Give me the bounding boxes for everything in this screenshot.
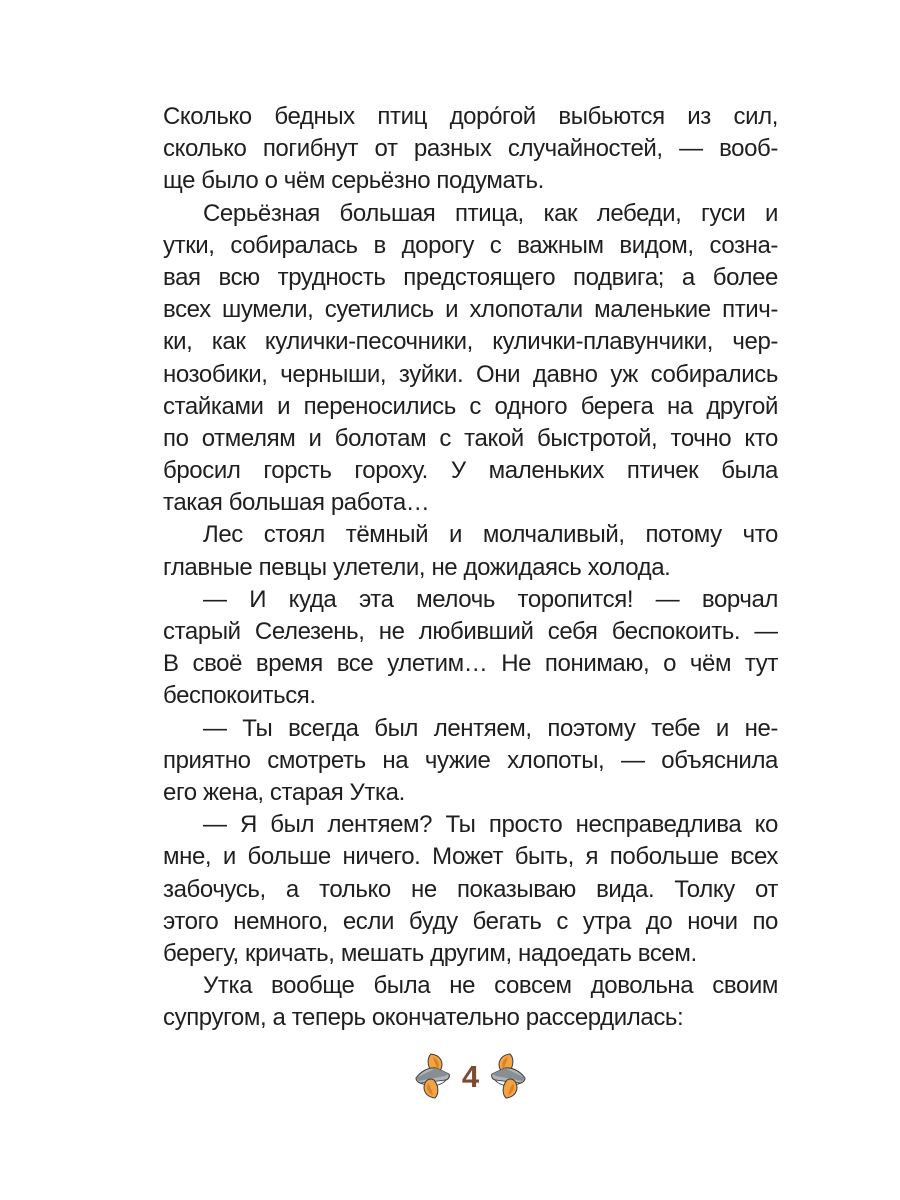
text-line: — Я был лентяем? Ты просто несправедлива ко xyxy=(203,811,778,839)
paragraph xyxy=(163,584,778,713)
text-line: — И куда эта мелочь торопится! — ворчал xyxy=(203,585,778,613)
text-line: по отмелям и болотам с такой быстротой, точно кто xyxy=(163,424,778,452)
text-line: беспокоиться. xyxy=(163,682,316,710)
text-line: стайками и переносились с одного берега на другой xyxy=(163,392,778,420)
text-line: В своё время все улетим… Не понимаю, о чём тут xyxy=(163,650,778,678)
text-line: — Ты всегда был лентяем, поэтому тебе и не- xyxy=(203,714,778,742)
text-line: забочусь, а только не показываю вида. Толку от xyxy=(163,875,778,903)
text-line: мне, и больше ничего. Может быть, я побольше всех xyxy=(163,843,778,871)
text-line: ки, как кулички-песочники, кулички-плавунчики, чер- xyxy=(163,328,778,356)
text-line: его жена, старая Утка. xyxy=(163,778,405,806)
paragraph xyxy=(163,101,778,198)
paragraph xyxy=(163,519,778,583)
text-line: старый Селезень, не любивший себя беспокоить. — xyxy=(163,618,778,645)
paragraph xyxy=(163,713,778,810)
text-line: супругом, а теперь окончательно рассердилась: xyxy=(163,1004,684,1032)
text-line: всех шумели, суетились и хлопотали маленькие птич- xyxy=(163,296,778,324)
paragraph xyxy=(163,970,778,1034)
duck-ornament-left-icon xyxy=(414,1053,452,1099)
text-line: приятно смотреть на чужие хлопоты, — объяснила xyxy=(163,746,778,774)
page-text xyxy=(163,101,778,1034)
text-line: главные певцы улетели, не дожидаясь холода. xyxy=(163,553,671,581)
text-line: сколько погибнут от разных случайностей, — вооб- xyxy=(163,135,778,163)
duck-ornament-right-icon xyxy=(489,1053,527,1099)
paragraph xyxy=(163,198,778,520)
text-line: такая большая работа… xyxy=(163,489,430,517)
text-line: этого немного, если буду бегать с утра до ночи по xyxy=(163,907,778,935)
text-line: нозобики, черныши, зуйки. Они давно уж собирались xyxy=(163,360,778,388)
text-line: утки, собиралась в дорогу с важным видом, созна- xyxy=(163,231,778,259)
text-line: вая всю трудность предстоящего подвига; а более xyxy=(163,263,778,291)
text-line: Серьёзная большая птица, как лебеди, гуси и xyxy=(203,199,778,227)
text-line: ще было о чём серьёзно подумать. xyxy=(163,167,544,195)
page-number: 4 xyxy=(461,1058,480,1094)
text-line: Утка вообще была не совсем довольна своим xyxy=(203,972,778,1000)
text-line: берегу, кричать, мешать другим, надоедать всем. xyxy=(163,939,697,967)
text-line: бросил горсть гороху. У маленьких птичек была xyxy=(163,457,778,485)
text-line: Лес стоял тёмный и молчаливый, потому что xyxy=(203,521,778,549)
page-footer xyxy=(163,1051,778,1101)
paragraph xyxy=(163,809,778,970)
text-line: Сколько бедных птиц доро́гой выбьются из сил, xyxy=(163,103,778,130)
